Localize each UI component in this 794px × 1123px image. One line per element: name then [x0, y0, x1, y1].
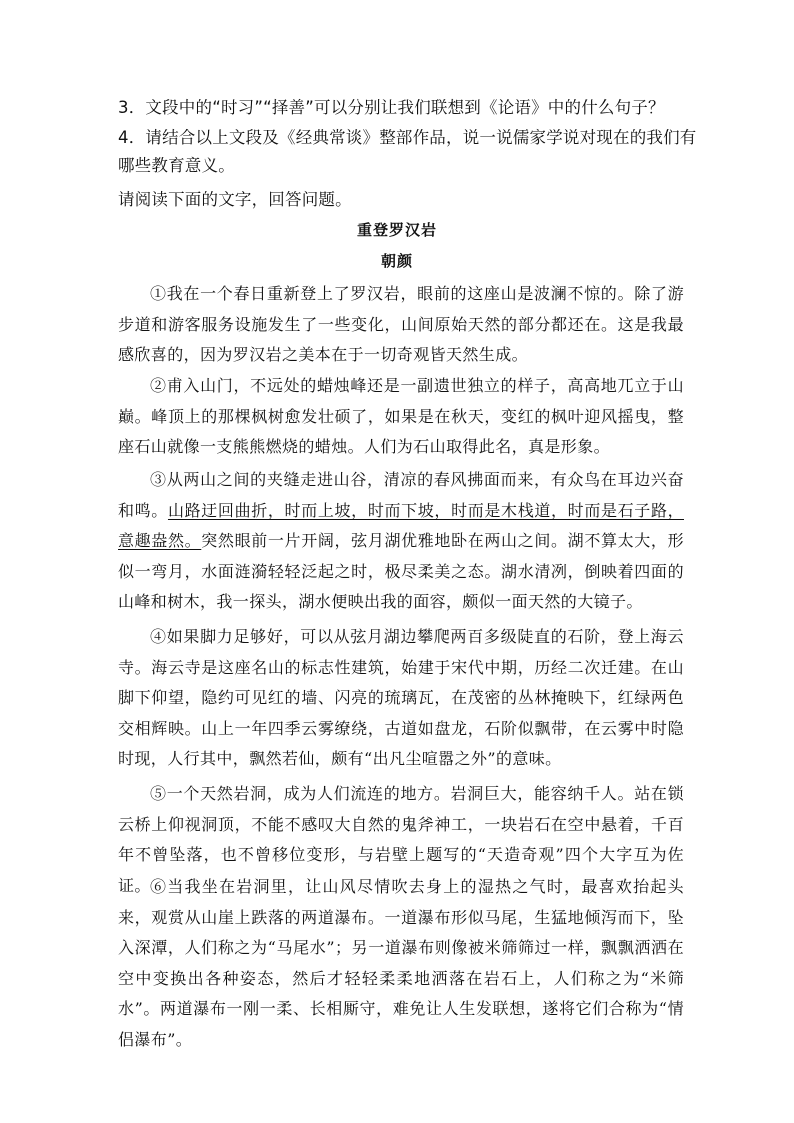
reading-instruction: 请阅读下面的文字，回答问题。 [118, 190, 352, 209]
paragraph-3 [118, 465, 684, 618]
article-title: 重登罗汉岩 [356, 221, 437, 239]
question-4: 4．请结合以上文段及《经典常谈》整部作品，说一说儒家学说对现在的我们有哪些教育意义。 [118, 128, 697, 175]
paragraph-6: ⑥当我坐在岩洞里，让山风尽情吹去身上的湿热之气时，最喜欢抬起头来，观赏从山崖上跌落的两道瀑布。一道瀑布形似马尾，生猛地倾泻而下，坠入深潭，人们称之为“马尾水”；另一道瀑布则像被米筛筛过一样，飘飘洒洒在空中变换出各种姿态，然后才轻轻柔柔地洒落在岩石上，人们称之为“米筛水”。两道瀑布一刚一柔、长相厮守，难免让人生发联想，遂将它们合称为“情侣瀑布”。 [118, 877, 684, 1049]
paragraph-3-rest: 突然眼前一片开阔，弦月湖优雅地卧在两山之间。湖不算太大，形似一弯月，水面涟漪轻轻泛起之时，极尽柔美之态。湖水清冽，倒映着四面的山峰和树木，我一探头，湖水便映出我的面容，颇似一面天然的大镜子。 [118, 531, 684, 611]
paragraph-3-lead: ③从两山之间的夹缝走进山谷，清凉的春风拂面而来，有众鸟在耳边兴奋和鸣。 [118, 470, 684, 520]
paragraph-2: ②甫入山门，不远处的蜡烛峰还是一副遗世独立的样子，高高地兀立于山巅。峰顶上的那棵枫树愈发壮硕了，如果是在秋天，变红的枫叶迎风摇曳，整座石山就像一支熊熊燃烧的蜡烛。人们为石山取得此名，真是形象。 [118, 376, 684, 456]
paragraph-1: ①我在一个春日重新登上了罗汉岩，眼前的这座山是波澜不惊的。除了游步道和游客服务设施发生了一些变化，山间原始天然的部分都还在。这是我最感欣喜的，因为罗汉岩之美本在于一切奇观皆天然生成。 [118, 284, 684, 364]
paragraph-4: ④如果脚力足够好，可以从弦月湖边攀爬两百多级陡直的石阶，登上海云寺。海云寺是这座名山的标志性建筑，始建于宋代中期，历经二次迁建。在山脚下仰望，隐约可见红的墙、闪亮的琉璃瓦，在茂密的丛林掩映下，红绿两色交相辉映。山上一年四季云雾缭绕，古道如盘龙，石阶似飘带，在云雾中时隐时现，人行其中，飘然若仙，颇有“出凡尘喧嚣之外”的意味。 [118, 627, 684, 768]
question-3: 3．文段中的“时习”“择善”可以分别让我们联想到《论语》中的什么句子？ [118, 98, 665, 117]
paragraph-5: ⑤一个天然岩洞，成为人们流连的地方。岩洞巨大，能容纳千人。站在锁云桥上仰视洞顶，不能不感叹大自然的鬼斧神工，一块岩石在空中悬着，千百年不曾坠落，也不曾移位变形，与岩壁上题写的“天造奇观”四个大字互为佐证。 [118, 784, 684, 895]
article-author: 朝颜 [380, 252, 413, 270]
underlined-sentence: 山路迂回曲折，时而上坡，时而下坡，时而是木栈道，时而是石子路，意趣盎然。 [118, 500, 684, 550]
